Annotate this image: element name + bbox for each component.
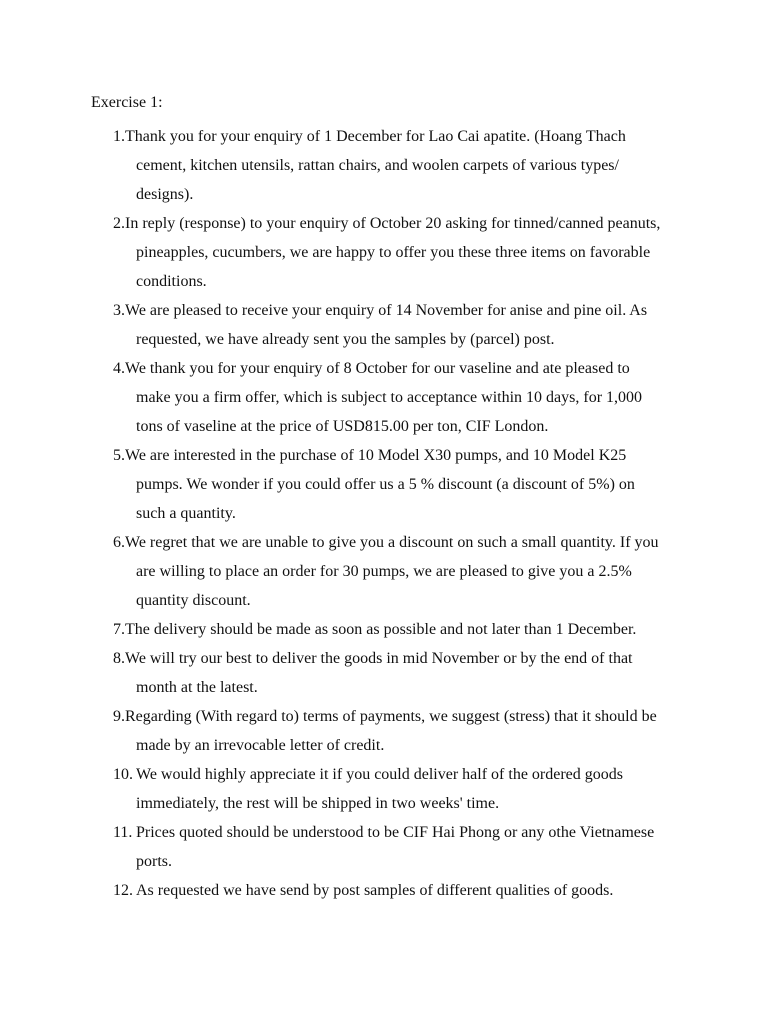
item-text (125, 702, 683, 760)
item-text-line: quantity discount. (136, 592, 251, 609)
item-text (125, 441, 683, 528)
item-text-line: pumps. We wonder if you could offer us a 5 % discount (a discount of 5%) on (136, 476, 635, 493)
item-text (125, 528, 683, 615)
item-text-line: Regarding (With regard to) terms of payments, we suggest (stress) that it should be (125, 708, 657, 725)
item-text-line: immediately, the rest will be shipped in two weeks' time. (136, 795, 500, 812)
item-text-line: month at the latest. (136, 679, 258, 696)
item-text (136, 760, 683, 818)
list-item (113, 644, 683, 702)
item-text-line: cement, kitchen utensils, rattan chairs, and woolen carpets of various types/ (136, 157, 619, 174)
item-number: 6. (113, 534, 125, 551)
item-text-line: made by an irrevocable letter of credit. (136, 737, 385, 754)
item-text-line: The delivery should be made as soon as possible and not later than 1 December. (125, 621, 637, 638)
item-text-line: ports. (136, 853, 172, 870)
list-item (113, 122, 683, 209)
item-text-line: tons of vaseline at the price of USD815.00 per ton, CIF London. (136, 418, 549, 435)
item-text-line: Prices quoted should be understood to be CIF Hai Phong or any othe Vietnamese (136, 824, 655, 841)
item-text-line: We will try our best to deliver the goods in mid November or by the end of that (125, 650, 633, 667)
item-number: 12. (113, 882, 133, 899)
item-text-line: conditions. (136, 273, 207, 290)
item-number: 7. (113, 621, 125, 638)
item-text (125, 354, 683, 441)
list-item (113, 354, 683, 441)
item-text-line: As requested we have send by post samples of different qualities of goods. (136, 882, 614, 899)
item-text-line: designs). (136, 186, 194, 203)
list-item (113, 760, 683, 818)
item-number: 2. (113, 215, 125, 232)
list-item (113, 818, 683, 876)
item-text-line: We would highly appreciate it if you could deliver half of the ordered goods (136, 766, 624, 783)
list-item (113, 528, 683, 615)
item-number: 8. (113, 650, 125, 667)
item-number: 4. (113, 360, 125, 377)
list-item (113, 615, 683, 644)
list-item (113, 209, 683, 296)
list-item (113, 876, 683, 905)
list-item (113, 702, 683, 760)
item-number: 9. (113, 708, 125, 725)
item-text (125, 644, 683, 702)
item-text-line: such a quantity. (136, 505, 236, 522)
item-text-line: are willing to place an order for 30 pumps, we are pleased to give you a 2.5% (136, 563, 632, 580)
item-text (136, 818, 683, 876)
item-number: 1. (113, 128, 125, 145)
item-number: 3. (113, 302, 125, 319)
item-text-line: make you a firm offer, which is subject to acceptance within 10 days, for 1,000 (136, 389, 643, 406)
item-text (125, 296, 683, 354)
item-text-line: We regret that we are unable to give you a discount on such a small quantity. If you (125, 534, 659, 551)
item-text (125, 209, 683, 296)
list-item (113, 296, 683, 354)
list-item (113, 441, 683, 528)
item-text (136, 876, 683, 905)
item-number: 5. (113, 447, 125, 464)
item-text-line: In reply (response) to your enquiry of October 20 asking for tinned/canned peanuts, (125, 215, 661, 232)
item-number: 10. (113, 766, 133, 783)
item-text (125, 122, 683, 209)
item-text (125, 615, 683, 644)
item-text-line: Thank you for your enquiry of 1 December for Lao Cai apatite. (Hoang Thach (125, 128, 626, 145)
item-text-line: We are interested in the purchase of 10 Model X30 pumps, and 10 Model K25 (125, 447, 627, 464)
item-text-line: We thank you for your enquiry of 8 October for our vaseline and ate pleased to (125, 360, 630, 377)
exercise-heading: Exercise 1: (91, 94, 163, 111)
item-text-line: requested, we have already sent you the samples by (parcel) post. (136, 331, 555, 348)
item-number: 11. (113, 824, 133, 841)
item-text-line: pineapples, cucumbers, we are happy to offer you these three items on favorable (136, 244, 651, 261)
item-text-line: We are pleased to receive your enquiry of 14 November for anise and pine oil. As (125, 302, 648, 319)
exercise-list (113, 122, 683, 905)
